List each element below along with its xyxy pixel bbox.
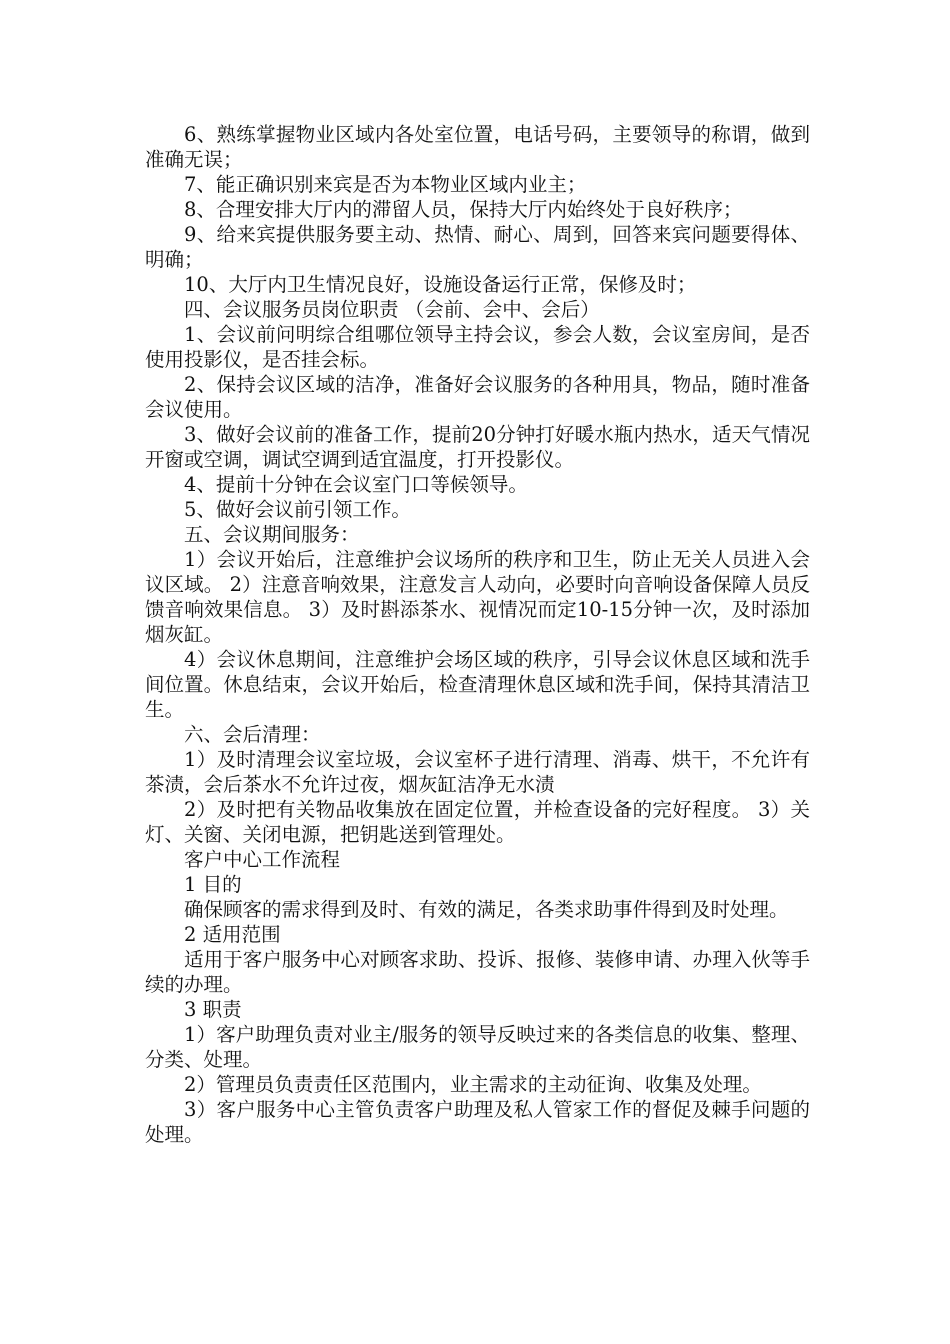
document-page <box>145 122 810 1147</box>
section-heading: 3 职责 <box>184 998 242 1021</box>
paragraph: 5、做好会议前引领工作。 <box>184 498 411 521</box>
paragraph: 7、能正确识别来宾是否为本物业区域内业主； <box>184 173 587 196</box>
paragraph: 4、提前十分钟在会议室门口等候领导。 <box>184 473 528 496</box>
paragraph: 3、做好会议前的准备工作，提前20分钟打好暖水瓶内热水，适天气情况开窗或空调，调试空调到适宜温度，打开投影仪。 <box>145 423 810 471</box>
paragraph: 1）会议开始后，注意维护会议场所的秩序和卫生，防止无关人员进入会议区域。 2）注意音响效果，注意发言人动向，必要时向音响设备保障人员反馈音响效果信息。 3）及时斟添茶水、视情况而定10-15分钟一次，及时添加烟灰缸。 <box>145 548 810 646</box>
section-heading: 四、会议服务员岗位职责 （会前、会中、会后） <box>184 298 600 321</box>
paragraph: 适用于客户服务中心对顾客求助、投诉、报修、装修申请、办理入伙等手续的办理。 <box>145 948 810 996</box>
paragraph: 确保顾客的需求得到及时、有效的满足，各类求助事件得到及时处理。 <box>184 898 789 921</box>
paragraph: 8、合理安排大厅内的滞留人员，保持大厅内始终处于良好秩序； <box>184 198 743 221</box>
paragraph: 3）客户服务中心主管负责客户助理及私人管家工作的督促及棘手问题的处理。 <box>145 1098 810 1146</box>
section-heading: 2 适用范围 <box>184 923 281 946</box>
section-heading: 1 目的 <box>184 873 242 896</box>
paragraph: 9、给来宾提供服务要主动、热情、耐心、周到，回答来宾问题要得体、明确； <box>145 223 810 271</box>
paragraph: 1）客户助理负责对业主/服务的领导反映过来的各类信息的收集、整理、分类、处理。 <box>145 1023 810 1071</box>
paragraph: 2）管理员负责责任区范围内，业主需求的主动征询、收集及处理。 <box>184 1073 762 1096</box>
paragraph: 10、大厅内卫生情况良好，设施设备运行正常，保修及时； <box>184 273 697 296</box>
paragraph: 6、熟练掌握物业区域内各处室位置，电话号码，主要领导的称谓，做到准确无误； <box>145 123 810 171</box>
paragraph: 1）及时清理会议室垃圾，会议室杯子进行清理、消毒、烘干，不允许有茶渍，会后茶水不允许过夜，烟灰缸洁净无水渍 <box>145 748 810 796</box>
section-heading: 客户中心工作流程 <box>184 848 341 871</box>
section-heading: 六、会后清理： <box>184 723 321 746</box>
section-heading: 五、会议期间服务： <box>184 523 360 546</box>
paragraph: 2）及时把有关物品收集放在固定位置，并检查设备的完好程度。 3）关灯、关窗、关闭电源，把钥匙送到管理处。 <box>145 798 810 846</box>
paragraph: 1、会议前问明综合组哪位领导主持会议，参会人数，会议室房间，是否使用投影仪，是否挂会标。 <box>145 323 810 371</box>
paragraph: 2、保持会议区域的洁净，准备好会议服务的各种用具，物品，随时准备会议使用。 <box>145 373 810 421</box>
paragraph: 4）会议休息期间，注意维护会场区域的秩序，引导会议休息区域和洗手间位置。休息结束，会议开始后，检查清理休息区域和洗手间，保持其清洁卫生。 <box>145 648 810 721</box>
